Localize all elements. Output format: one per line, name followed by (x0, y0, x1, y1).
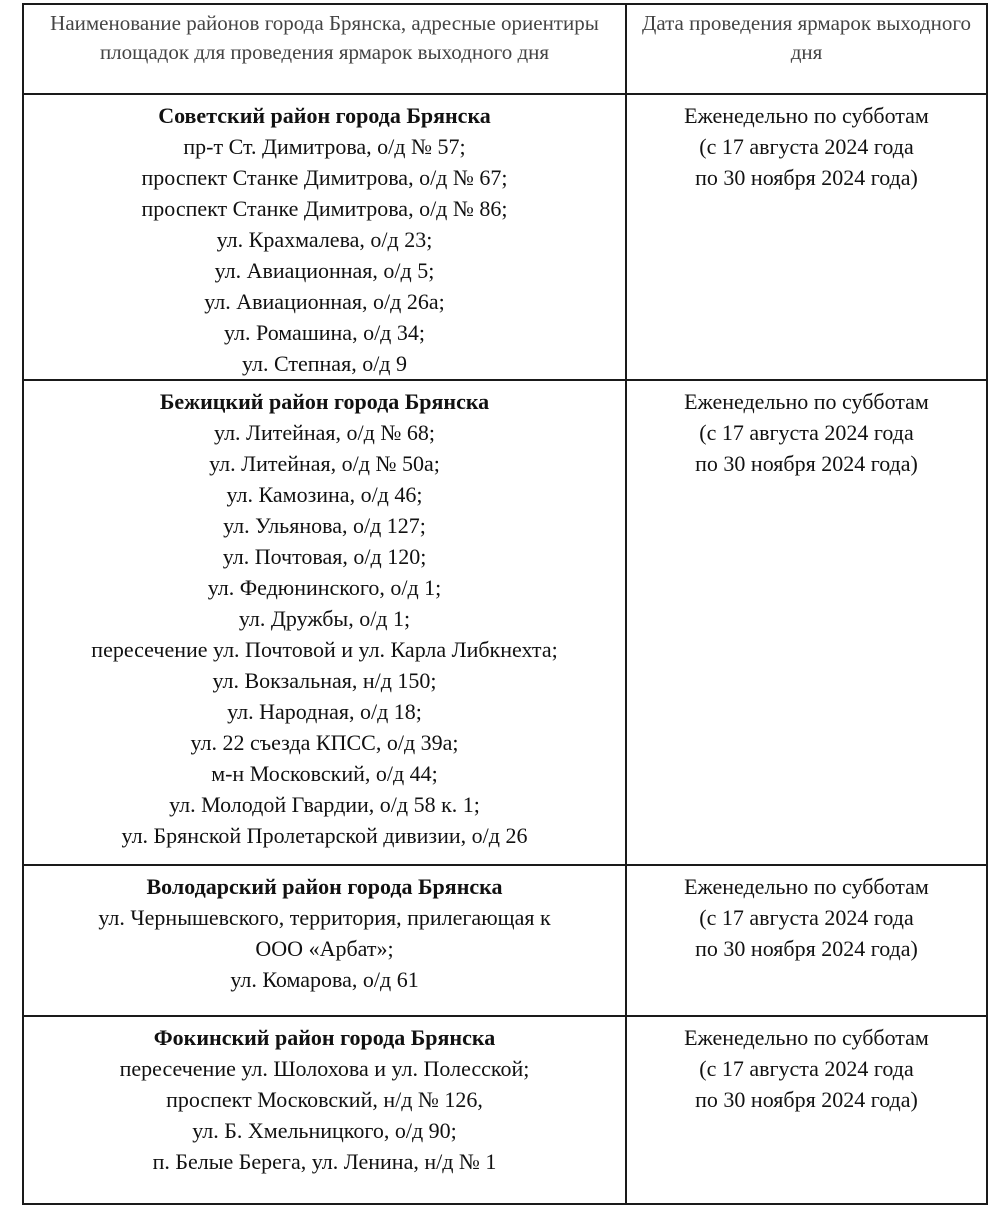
district-name: Бежицкий район города Брянска (159, 389, 490, 414)
address-line: ул. Вокзальная, н/д 150; (212, 668, 437, 693)
address-line: ул. Б. Хмельницкого, о/д 90; (192, 1118, 457, 1143)
address-line: ул. Молодой Гвардии, о/д 58 к. 1; (169, 792, 480, 817)
date-line: (с 17 августа 2024 года (699, 1056, 914, 1081)
date-line: (с 17 августа 2024 года (699, 905, 914, 930)
address-line: пересечение ул. Шолохова и ул. Полесской; (119, 1056, 530, 1081)
address-line: проспект Станке Димитрова, о/д № 86; (141, 196, 508, 221)
header-cell-districts (23, 4, 626, 94)
address-line: ул. Почтовая, о/д 120; (222, 544, 427, 569)
address-line: п. Белые Берега, ул. Ленина, н/д № 1 (152, 1149, 497, 1174)
header-cell-date (626, 4, 987, 94)
table-row (23, 94, 987, 380)
table-row (23, 1016, 987, 1204)
date-line: по 30 ноября 2024 года) (695, 451, 918, 476)
header-districts-text: Наименование районов города Брянска, адресные ориентиры площадок для проведения ярмарок выходного дня (50, 11, 599, 64)
date-line: (с 17 августа 2024 года (699, 134, 914, 159)
address-line: м-н Московский, о/д 44; (211, 761, 438, 786)
date-line: (с 17 августа 2024 года (699, 420, 914, 445)
address-line: ул. Народная, о/д 18; (227, 699, 422, 724)
address-line: ул. Чернышевского, территория, прилегающая к (98, 905, 551, 930)
date-line: по 30 ноября 2024 года) (695, 1087, 918, 1112)
district-cell (23, 94, 626, 380)
district-name: Советский район города Брянска (158, 103, 491, 128)
table-row (23, 380, 987, 865)
address-line: ул. Дружбы, о/д 1; (238, 606, 411, 631)
address-line: ул. Комарова, о/д 61 (230, 967, 419, 992)
address-line: ул. Ульянова, о/д 127; (223, 513, 426, 538)
address-line: ООО «Арбат»; (255, 936, 394, 961)
district-cell (23, 380, 626, 865)
address-line: ул. 22 съезда КПСС, о/д 39а; (190, 730, 459, 755)
district-name: Володарский район города Брянска (146, 874, 503, 899)
table-row (23, 865, 987, 1016)
date-line: Еженедельно по субботам (684, 103, 929, 128)
address-line: ул. Федюнинского, о/д 1; (207, 575, 442, 600)
date-cell (626, 865, 987, 1016)
address-line: ул. Авиационная, о/д 5; (214, 258, 435, 283)
district-cell (23, 1016, 626, 1204)
address-line: ул. Литейная, о/д № 68; (214, 420, 435, 445)
date-line: Еженедельно по субботам (684, 389, 929, 414)
fairs-table (22, 3, 988, 1205)
address-line: ул. Крахмалева, о/д 23; (216, 227, 433, 252)
date-cell (626, 380, 987, 865)
date-cell (626, 94, 987, 380)
header-date-text: Дата проведения ярмарок выходного дня (642, 11, 971, 64)
date-line: Еженедельно по субботам (684, 1025, 929, 1050)
district-name: Фокинский район города Брянска (153, 1025, 496, 1050)
date-line: Еженедельно по субботам (684, 874, 929, 899)
address-line: ул. Литейная, о/д № 50а; (209, 451, 440, 476)
address-line: ул. Брянской Пролетарской дивизии, о/д 26 (121, 823, 528, 848)
address-line: проспект Станке Димитрова, о/д № 67; (141, 165, 508, 190)
district-cell (23, 865, 626, 1016)
address-line: ул. Авиационная, о/д 26а; (204, 289, 445, 314)
date-line: по 30 ноября 2024 года) (695, 165, 918, 190)
address-line: ул. Камозина, о/д 46; (226, 482, 423, 507)
address-line: ул. Степная, о/д 9 (241, 351, 407, 376)
address-line: пересечение ул. Почтовой и ул. Карла Либкнехта; (91, 637, 558, 662)
date-cell (626, 1016, 987, 1204)
address-line: пр-т Ст. Димитрова, о/д № 57; (183, 134, 466, 159)
table-header-row (23, 4, 987, 94)
date-line: по 30 ноября 2024 года) (695, 936, 918, 961)
address-line: проспект Московский, н/д № 126, (166, 1087, 483, 1112)
address-line: ул. Ромашина, о/д 34; (224, 320, 425, 345)
